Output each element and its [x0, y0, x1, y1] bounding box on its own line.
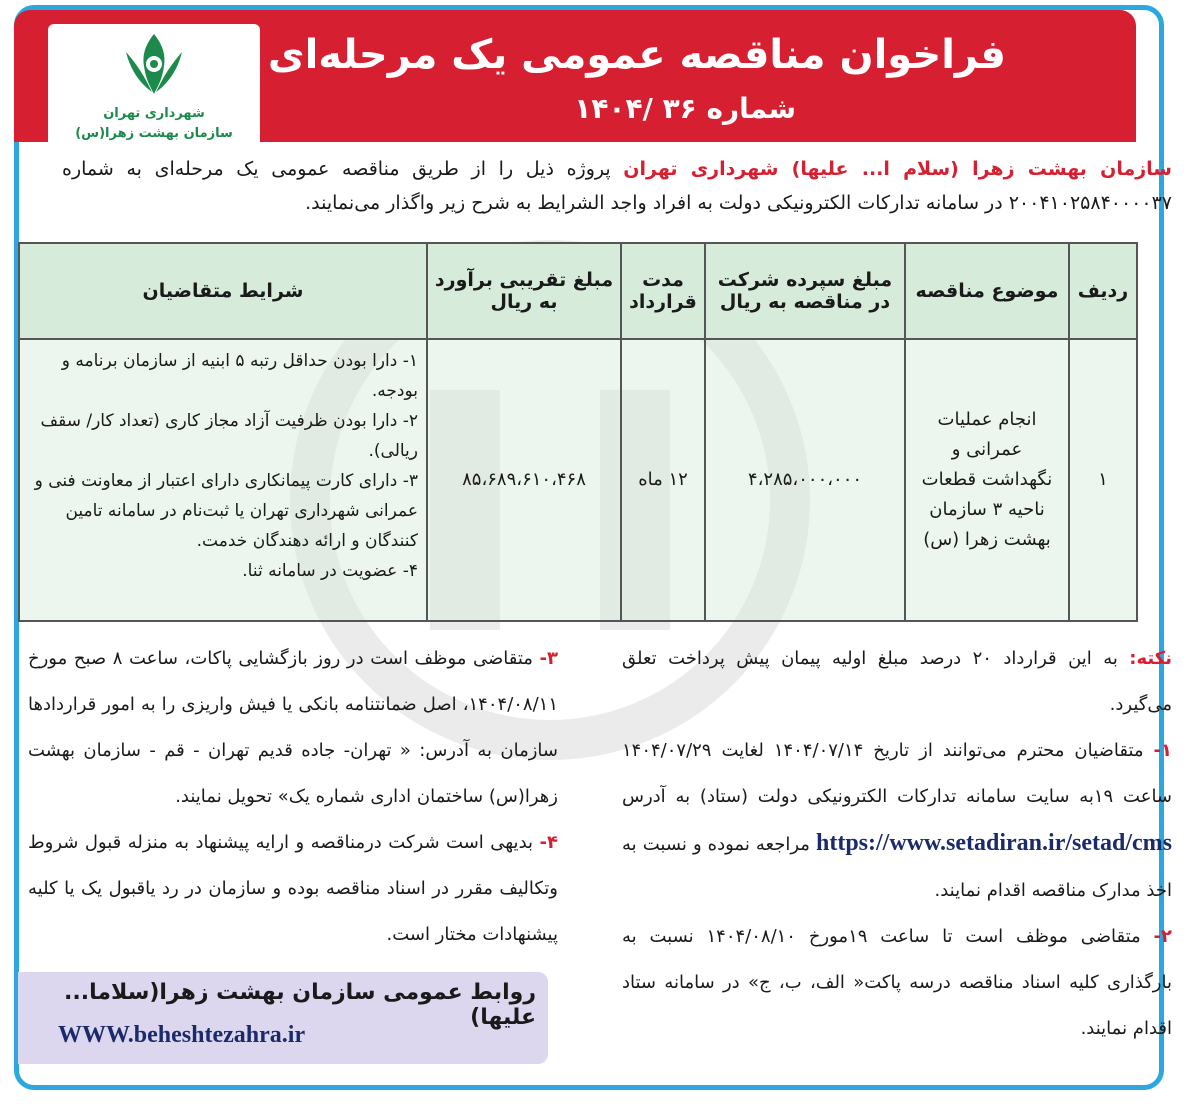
logo-text-municipality: شهرداری تهران [103, 106, 205, 121]
notes-right-column [622, 636, 1172, 1052]
item-4-text: بدیهی است شرکت درمناقصه و ارایه پیشنهاد به منزله قبول شروط وتکالیف مقرر در اسناد مناقصه بوده و سازمان در رد یاقبول یک یا کلیه پیشنهادات مختار است. [28, 832, 558, 945]
table-header-row [19, 243, 1137, 339]
condition-item: ۴- عضویت در سامانه ثنا. [242, 561, 418, 581]
item-1-paragraph [622, 728, 1172, 914]
item-3-paragraph [28, 636, 558, 820]
footer-box [18, 972, 548, 1064]
item-4-label: ۴- [539, 832, 558, 853]
item-1-text: متقاضیان محترم می‌توانند از تاریخ ۱۴۰۴/۰۷/۱۴ لغایت ۱۴۰۴/۰۷/۲۹ ساعت ۱۹به سایت سامانه تدارکات الکترونیکی دولت (ستاد) به آدرس [622, 740, 1173, 807]
item-2-text: متقاضی موظف است تا ساعت ۱۹مورخ ۱۴۰۴/۰۸/۱۰ نسبت به بارگذاری کلیه اسناد مناقصه درسه پاکت« الف، ب، ج» در سامانه ستاد اقدام نمایند. [622, 926, 1172, 1039]
header-conditions: شرایط متقاضیان [19, 243, 427, 339]
intro-text: پروژه ذیل را از طریق مناقصه عمومی یک مرحله‌ای به شماره ۲۰۰۴۱۰۲۵۸۴۰۰۰۰۳۷ در سامانه تدارکات الکترونیکی دولت به افراد واجد الشرایط به شرح زیر واگذار می‌نمایند. [62, 158, 1172, 214]
cell-duration: ۱۲ ماه [621, 339, 705, 621]
condition-item: ۱- دارا بودن حداقل رتبه ۵ ابنیه از سازمان برنامه و بودجه. [61, 351, 418, 401]
header-deposit: مبلغ سپرده شرکت در مناقصه به ریال [705, 243, 905, 339]
item-2-label: ۲- [1153, 926, 1172, 947]
cell-row-number: ۱ [1069, 339, 1137, 621]
note-label: نکته: [1129, 648, 1172, 669]
table-row [19, 339, 1137, 621]
footer-title: روابط عمومی سازمان بهشت زهرا(سلاما... علیها) [64, 980, 536, 1030]
item-1-tail: مراجعه نموده و نسبت به اخذ مدارک مناقصه اقدام نمایند. [622, 834, 1172, 901]
note-text: به این قرارداد ۲۰ درصد مبلغ اولیه پیمان پیش پرداخت تعلق می‌گیرد. [622, 648, 1172, 715]
intro-organization: سازمان بهشت زهرا (سلام ا... علیها) شهرداری تهران [623, 158, 1172, 180]
header-duration: مدت قرارداد [621, 243, 705, 339]
item-3-label: ۳- [539, 648, 559, 669]
ad-number: شماره ۳۶ /۱۴۰۴ [574, 92, 796, 125]
cell-subject: انجام عملیات عمرانی و نگهداشت قطعات ناحیه ۳ سازمان بهشت زهرا (س) [905, 339, 1069, 621]
ad-title: فراخوان مناقصه عمومی یک مرحله‌ای [267, 32, 1006, 78]
item-1-label: ۱- [1153, 740, 1172, 761]
header-estimate: مبلغ تقریبی برآورد به ریال [427, 243, 621, 339]
condition-item: ۳- دارای کارت پیمانکاری دارای اعتبار از معاونت فنی و عمرانی شهرداری تهران یا ثبت‌نام در سامانه تامین کنندگان و ارائه دهندگان خدمت. [34, 471, 418, 551]
tender-table [18, 242, 1138, 622]
header-banner [14, 10, 1136, 142]
item-4-paragraph [28, 820, 558, 958]
header-row-number: ردیف [1069, 243, 1137, 339]
footer-website-link[interactable]: WWW.beheshtezahra.ir [58, 1022, 306, 1048]
setad-url-link[interactable]: https://www.setadiran.ir/setad/cms [816, 830, 1172, 856]
cell-conditions [19, 339, 427, 621]
header-subject: موضوع مناقصه [905, 243, 1069, 339]
condition-item: ۲- دارا بودن ظرفیت آزاد مجاز کاری (تعداد کار/ سقف ریالی). [40, 411, 418, 461]
item-2-paragraph [622, 914, 1172, 1052]
notes-left-column [28, 636, 558, 958]
organization-logo [48, 24, 260, 152]
logo-text-organization: سازمان بهشت زهرا(س) [75, 126, 233, 141]
tulip-logo-icon [116, 28, 192, 104]
note-paragraph [622, 636, 1172, 728]
cell-deposit: ۴،۲۸۵،۰۰۰،۰۰۰ [705, 339, 905, 621]
intro-paragraph [62, 152, 1172, 220]
cell-estimate: ۸۵،۶۸۹،۶۱۰،۴۶۸ [427, 339, 621, 621]
item-3-text: متقاضی موظف است در روز بازگشایی پاکات، ساعت ۸ صبح مورخ ۱۴۰۴/۰۸/۱۱، اصل ضمانتنامه بانکی یا فیش واریزی را به امور قراردادها سازمان به آدرس: « تهران- جاده قدیم تهران - قم - سازمان بهشت زهرا(س) ساختمان اداری شماره یک» تحویل نمایند. [28, 648, 558, 807]
